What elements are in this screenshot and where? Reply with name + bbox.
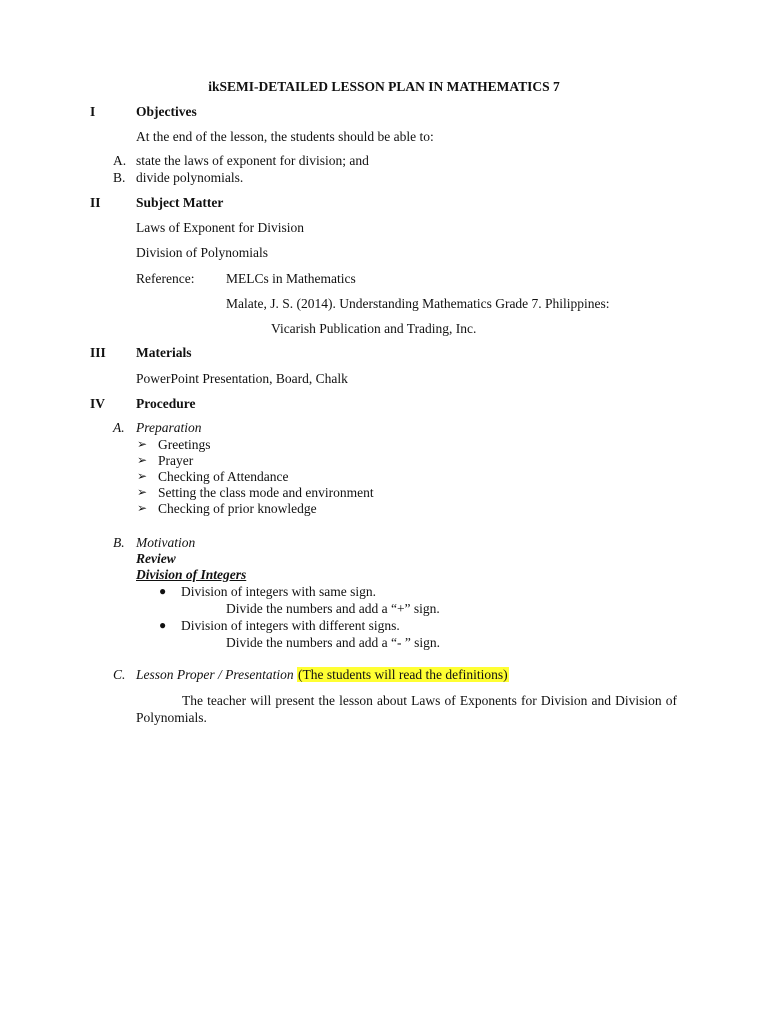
preparation-item: Checking of Attendance	[158, 469, 289, 484]
integer-rule-detail: Divide the numbers and add a “+” sign.	[226, 601, 440, 616]
preparation-item: Checking of prior knowledge	[158, 501, 317, 516]
integer-rule-detail: Divide the numbers and add a “- ” sign.	[226, 635, 441, 650]
objective-item-b: divide polynomials.	[136, 170, 244, 185]
objectives-intro: At the end of the lesson, the students should be able to:	[136, 129, 434, 144]
document-title: ikSEMI-DETAILED LESSON PLAN IN MATHEMATICS 7	[208, 79, 560, 94]
preparation-item: Greetings	[158, 437, 211, 452]
bullet-icon: ●	[159, 584, 167, 598]
subject-topic: Laws of Exponent for Division	[136, 220, 304, 235]
section-heading-objectives: Objectives	[136, 104, 197, 119]
arrow-bullet-icon: ➢	[137, 485, 148, 499]
section-heading-materials: Materials	[136, 345, 192, 360]
reference-item-continued: Vicarish Publication and Trading, Inc.	[271, 321, 477, 336]
integer-rule: Division of integers with different signs.	[181, 618, 400, 633]
lesson-proper-heading: Lesson Proper / Presentation	[136, 667, 294, 682]
lesson-proper-line	[136, 667, 509, 683]
bullet-icon: ●	[159, 618, 167, 632]
section-number-materials: III	[90, 345, 106, 360]
procedure-letter-b: B.	[113, 535, 125, 550]
section-number-procedure: IV	[90, 396, 106, 411]
preparation-item: Prayer	[158, 453, 194, 468]
objective-item-a: state the laws of exponent for division; and	[136, 153, 369, 168]
materials-text: PowerPoint Presentation, Board, Chalk	[136, 371, 348, 386]
procedure-letter-c: C.	[113, 667, 126, 682]
arrow-bullet-icon: ➢	[137, 501, 148, 515]
arrow-bullet-icon: ➢	[137, 469, 148, 483]
review-label: Review	[136, 551, 176, 566]
subject-topic: Division of Polynomials	[136, 245, 269, 260]
reference-item: MELCs in Mathematics	[226, 271, 356, 286]
section-number-subject-matter: II	[90, 195, 101, 210]
lesson-paragraph: The teacher will present the lesson about Laws of Exponents for Division and Division of Polynomials.	[136, 693, 677, 725]
integer-rule: Division of integers with same sign.	[181, 584, 376, 599]
preparation-heading: Preparation	[136, 420, 202, 435]
objective-letter-b: B.	[113, 170, 126, 185]
objective-letter-a: A.	[113, 153, 127, 168]
section-heading-subject-matter: Subject Matter	[136, 195, 224, 210]
section-heading-procedure: Procedure	[136, 396, 196, 411]
highlighted-note: (The students will read the definitions)	[298, 667, 508, 682]
arrow-bullet-icon: ➢	[137, 437, 148, 451]
reference-label: Reference:	[136, 271, 195, 286]
section-number-objectives: I	[90, 104, 96, 119]
arrow-bullet-icon: ➢	[137, 453, 148, 467]
division-of-integers-heading: Division of Integers	[136, 567, 247, 582]
motivation-heading: Motivation	[136, 535, 196, 550]
preparation-item: Setting the class mode and environment	[158, 485, 374, 500]
procedure-letter-a: A.	[113, 420, 125, 435]
reference-item: Malate, J. S. (2014). Understanding Mathematics Grade 7. Philippines:	[226, 296, 610, 311]
